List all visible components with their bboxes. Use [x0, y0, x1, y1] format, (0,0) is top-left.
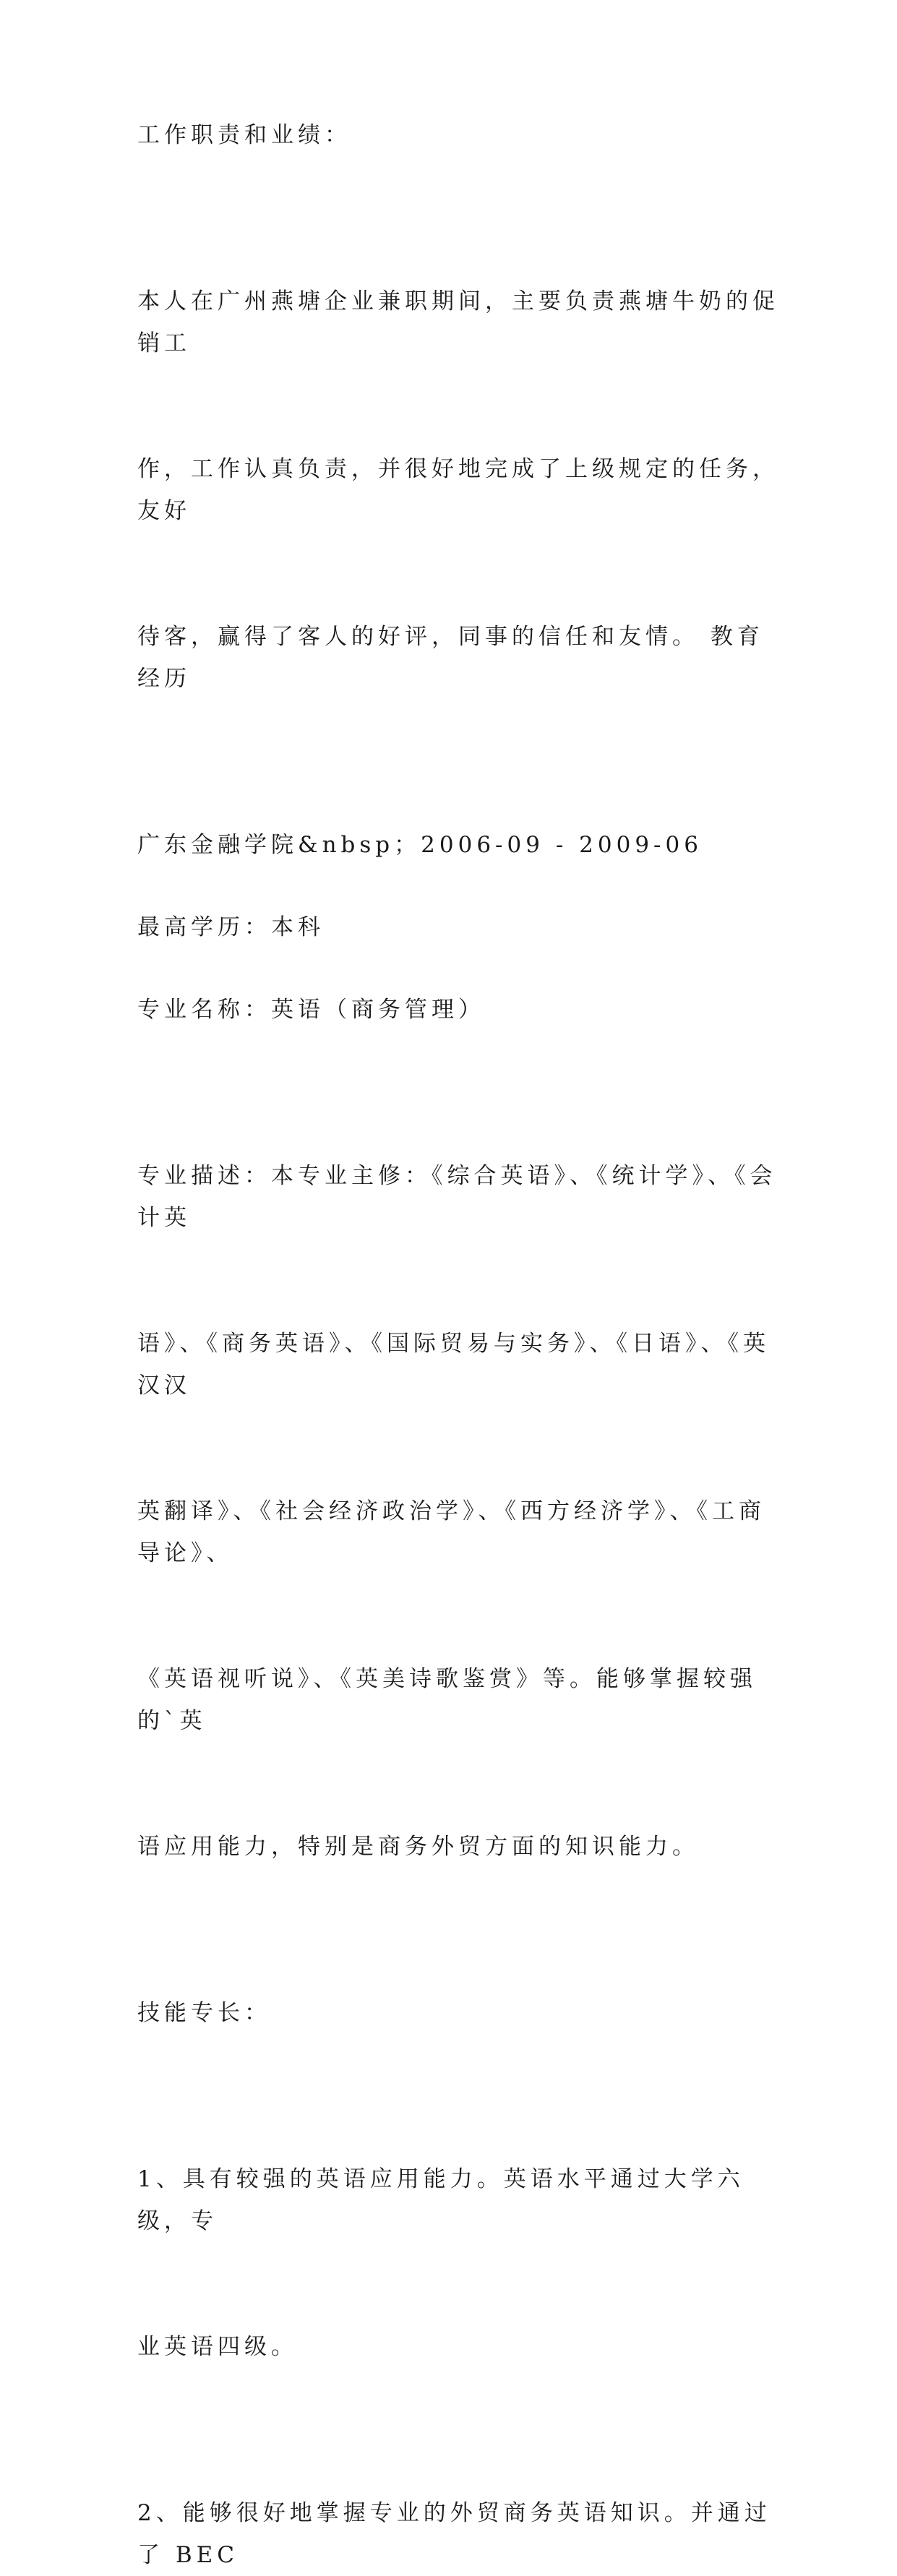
highest-degree: 最高学历：本科: [137, 914, 325, 940]
section-title: 工作职责和业绩：: [137, 122, 351, 148]
major-description-line: 专业描述：本专业主修：《综合英语》、《统计学》、《会计英: [137, 1163, 777, 1231]
major-description-line: 英翻译》、《社会经济政治学》、《西方经济学》、《工商导论》、: [137, 1498, 765, 1566]
work-summary-paragraph: [137, 197, 781, 783]
work-summary-line: 本人在广州燕塘企业兼职期间，主要负责燕塘牛奶的促销工: [137, 288, 779, 356]
major-description-paragraph: [137, 1071, 781, 1952]
skills-heading: 技能专长：: [137, 2000, 271, 2026]
work-summary-line: 待客，赢得了客人的好评，同事的信任和友情。 教育经历: [137, 624, 764, 692]
major-name: 专业名称：英语（商务管理）: [137, 997, 485, 1023]
major-description-line: 《英语视听说》、《英美诗歌鉴赏》等。能够掌握较强的`英: [137, 1666, 757, 1734]
skill-item-line: 业英语四级。: [137, 2334, 298, 2360]
skill-item-2: 2、能够很好地掌握专业的外贸商务英语知识。并通过了 BEC: [137, 2500, 771, 2568]
major-description-line: 语》、《商务英语》、《国际贸易与实务》、《日语》、《英汉汉: [137, 1331, 770, 1399]
work-summary-line: 作，工作认真负责，并很好地完成了上级规定的任务，友好: [137, 456, 779, 524]
skill-item-1: [137, 2074, 781, 2452]
major-description-line: 语应用能力，特别是商务外贸方面的知识能力。: [137, 1834, 699, 1860]
education-school: 广东金融学院&nbsp；2006-09 - 2009-06: [137, 832, 703, 858]
document-body: [137, 114, 781, 2576]
skill-item-line: 1、具有较强的英语应用能力。英语水平通过大学六级，专: [137, 2166, 744, 2234]
